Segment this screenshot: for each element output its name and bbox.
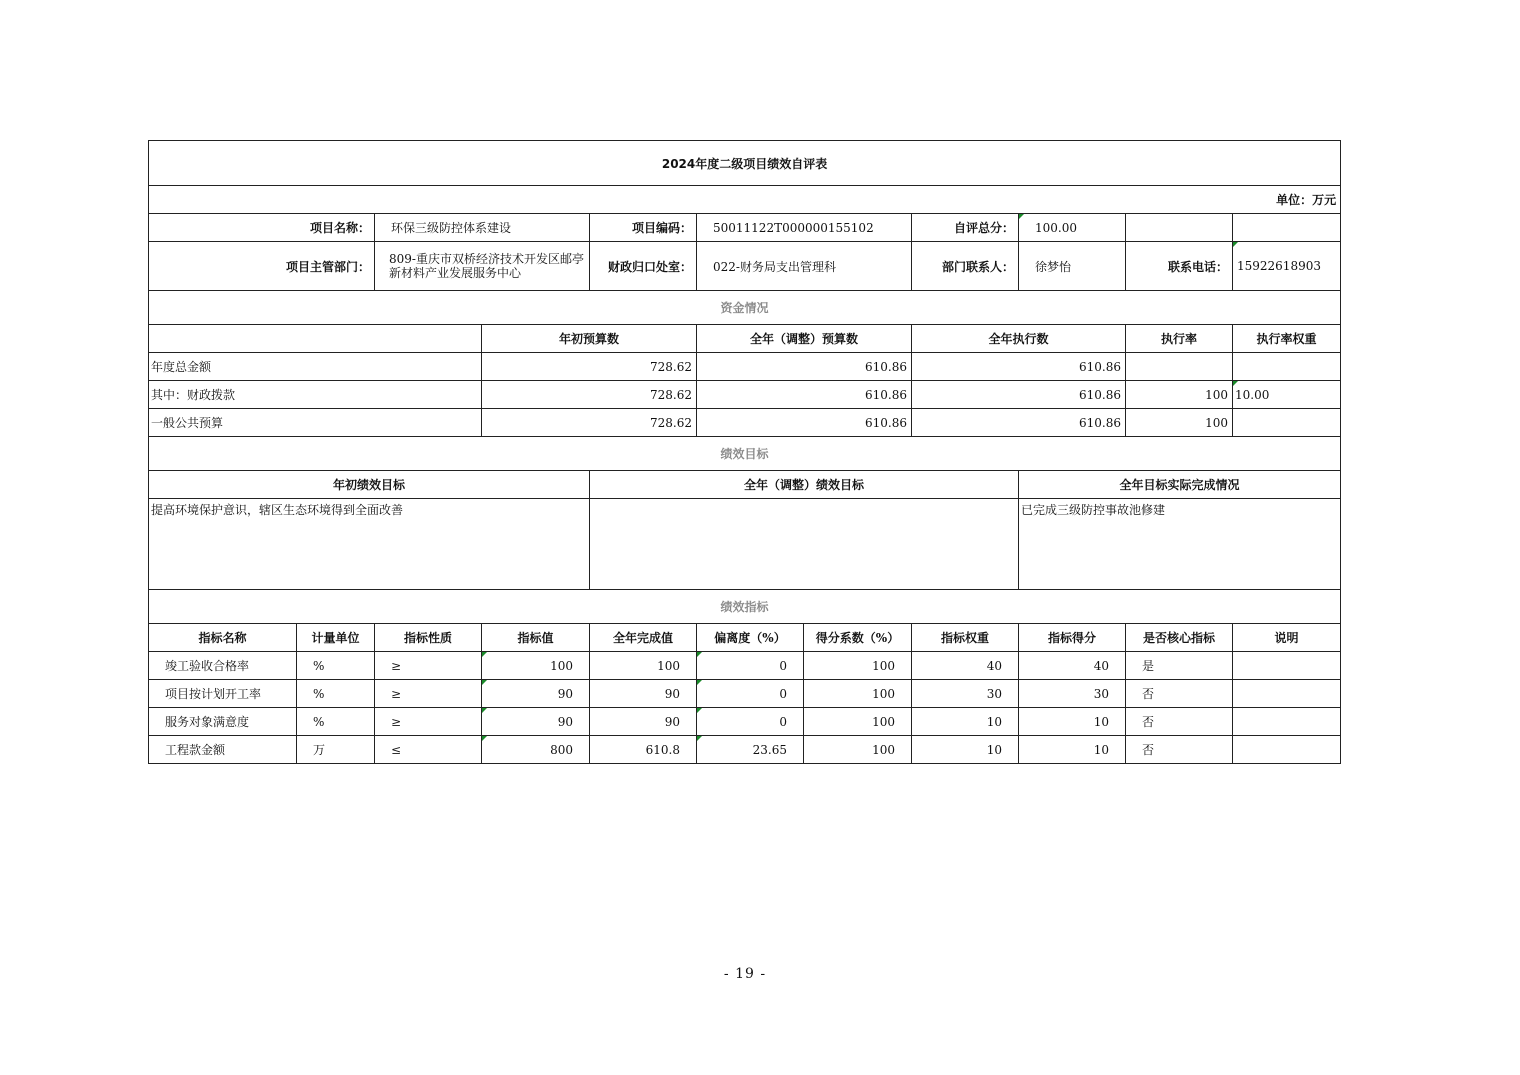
ind-header-score: 指标得分 [1019, 624, 1126, 652]
indicator-coefficient: 100 [804, 652, 912, 680]
funds-row [149, 409, 1341, 437]
funds-rate [1126, 353, 1233, 381]
goals-adjusted-text [590, 499, 1019, 590]
project-code-value: 50011122T000000155102 [697, 214, 912, 242]
project-name-label: 项目名称： [149, 214, 375, 242]
indicator-deviation: 23.65 [697, 736, 804, 764]
indicator-deviation: 0 [697, 708, 804, 736]
ind-header-note: 说明 [1233, 624, 1341, 652]
ind-header-name: 指标名称 [149, 624, 297, 652]
indicator-name: 服务对象满意度 [149, 708, 297, 736]
funds-initial: 728.62 [482, 381, 697, 409]
indicators-section-title: 绩效指标 [149, 590, 1341, 624]
contact-value: 徐梦怡 [1019, 242, 1126, 291]
empty-cell [1126, 214, 1233, 242]
funds-adjusted: 610.86 [697, 353, 912, 381]
indicator-note [1233, 680, 1341, 708]
indicator-score: 10 [1019, 736, 1126, 764]
self-score-label: 自评总分： [912, 214, 1019, 242]
funds-header-adjusted: 全年（调整）预算数 [697, 325, 912, 353]
funds-weight [1233, 353, 1341, 381]
funds-adjusted: 610.86 [697, 381, 912, 409]
indicator-coefficient: 100 [804, 680, 912, 708]
indicator-score: 10 [1019, 708, 1126, 736]
performance-self-evaluation-table [148, 140, 1341, 764]
indicator-coefficient: 100 [804, 736, 912, 764]
indicator-target: 100 [482, 652, 590, 680]
indicator-unit: % [297, 708, 375, 736]
funds-header-rate: 执行率 [1126, 325, 1233, 353]
ind-header-coefficient: 得分系数（%） [804, 624, 912, 652]
phone-label: 联系电话： [1126, 242, 1233, 291]
funds-rate: 100 [1126, 409, 1233, 437]
goals-initial-text: 提高环境保护意识，辖区生态环境得到全面改善 [149, 499, 590, 590]
contact-label: 部门联系人： [912, 242, 1019, 291]
indicator-note [1233, 708, 1341, 736]
indicator-nature: ≥ [375, 652, 482, 680]
indicator-unit: % [297, 680, 375, 708]
indicator-row [149, 708, 1341, 736]
ind-header-unit: 计量单位 [297, 624, 375, 652]
funds-executed: 610.86 [912, 409, 1126, 437]
page-number: - 19 - [723, 966, 767, 982]
ind-header-core: 是否核心指标 [1126, 624, 1233, 652]
phone-value: 15922618903 [1233, 242, 1341, 291]
dept-label: 项目主管部门： [149, 242, 375, 291]
unit-label: 单位：万元 [149, 186, 1341, 214]
indicator-name: 工程款金额 [149, 736, 297, 764]
funds-weight: 10.00 [1233, 381, 1341, 409]
funds-adjusted: 610.86 [697, 409, 912, 437]
indicator-nature: ≥ [375, 680, 482, 708]
funds-executed: 610.86 [912, 381, 1126, 409]
ind-header-done: 全年完成值 [590, 624, 697, 652]
indicator-coefficient: 100 [804, 708, 912, 736]
ind-header-target: 指标值 [482, 624, 590, 652]
indicator-core: 否 [1126, 736, 1233, 764]
funds-row [149, 381, 1341, 409]
funds-row-name: 其中：财政拨款 [149, 381, 482, 409]
indicator-note [1233, 652, 1341, 680]
indicator-core: 是 [1126, 652, 1233, 680]
dept-value: 809-重庆市双桥经济技术开发区邮亭新材料产业发展服务中心 [375, 242, 590, 291]
funds-initial: 728.62 [482, 353, 697, 381]
funds-section-title: 资金情况 [149, 291, 1341, 325]
goals-actual-text: 已完成三级防控事故池修建 [1019, 499, 1341, 590]
goals-header-actual: 全年目标实际完成情况 [1019, 471, 1341, 499]
indicator-core: 否 [1126, 680, 1233, 708]
funds-rate: 100 [1126, 381, 1233, 409]
indicator-target: 90 [482, 708, 590, 736]
indicator-done: 610.8 [590, 736, 697, 764]
indicator-name: 竣工验收合格率 [149, 652, 297, 680]
indicator-nature: ≤ [375, 736, 482, 764]
goals-header-adjusted: 全年（调整）绩效目标 [590, 471, 1019, 499]
indicator-unit: % [297, 652, 375, 680]
project-name-value: 环保三级防控体系建设 [375, 214, 590, 242]
indicator-note [1233, 736, 1341, 764]
funds-header-weight: 执行率权重 [1233, 325, 1341, 353]
funds-executed: 610.86 [912, 353, 1126, 381]
indicator-row [149, 652, 1341, 680]
ind-header-nature: 指标性质 [375, 624, 482, 652]
goals-section-title: 绩效目标 [149, 437, 1341, 471]
funds-row-name: 年度总金额 [149, 353, 482, 381]
funds-weight [1233, 409, 1341, 437]
indicator-name: 项目按计划开工率 [149, 680, 297, 708]
funds-header-initial: 年初预算数 [482, 325, 697, 353]
funds-row-name: 一般公共预算 [149, 409, 482, 437]
indicator-core: 否 [1126, 708, 1233, 736]
indicator-weight: 30 [912, 680, 1019, 708]
indicator-done: 90 [590, 708, 697, 736]
indicator-deviation: 0 [697, 680, 804, 708]
funds-initial: 728.62 [482, 409, 697, 437]
ind-header-weight: 指标权重 [912, 624, 1019, 652]
project-code-label: 项目编码： [590, 214, 697, 242]
indicator-done: 100 [590, 652, 697, 680]
indicator-score: 40 [1019, 652, 1126, 680]
finance-office-value: 022-财务局支出管理科 [697, 242, 912, 291]
indicator-deviation: 0 [697, 652, 804, 680]
empty-cell [1233, 214, 1341, 242]
funds-header-executed: 全年执行数 [912, 325, 1126, 353]
indicator-target: 90 [482, 680, 590, 708]
indicator-weight: 10 [912, 736, 1019, 764]
form-title: 2024年度二级项目绩效自评表 [149, 141, 1341, 186]
indicator-unit: 万 [297, 736, 375, 764]
indicator-score: 30 [1019, 680, 1126, 708]
indicator-weight: 10 [912, 708, 1019, 736]
empty-cell [149, 325, 482, 353]
indicator-row [149, 680, 1341, 708]
indicator-nature: ≥ [375, 708, 482, 736]
self-score-value: 100.00 [1019, 214, 1126, 242]
indicator-target: 800 [482, 736, 590, 764]
indicator-done: 90 [590, 680, 697, 708]
indicator-weight: 40 [912, 652, 1019, 680]
indicator-row [149, 736, 1341, 764]
funds-row [149, 353, 1341, 381]
goals-header-initial: 年初绩效目标 [149, 471, 590, 499]
ind-header-deviation: 偏离度（%） [697, 624, 804, 652]
finance-office-label: 财政归口处室： [590, 242, 697, 291]
